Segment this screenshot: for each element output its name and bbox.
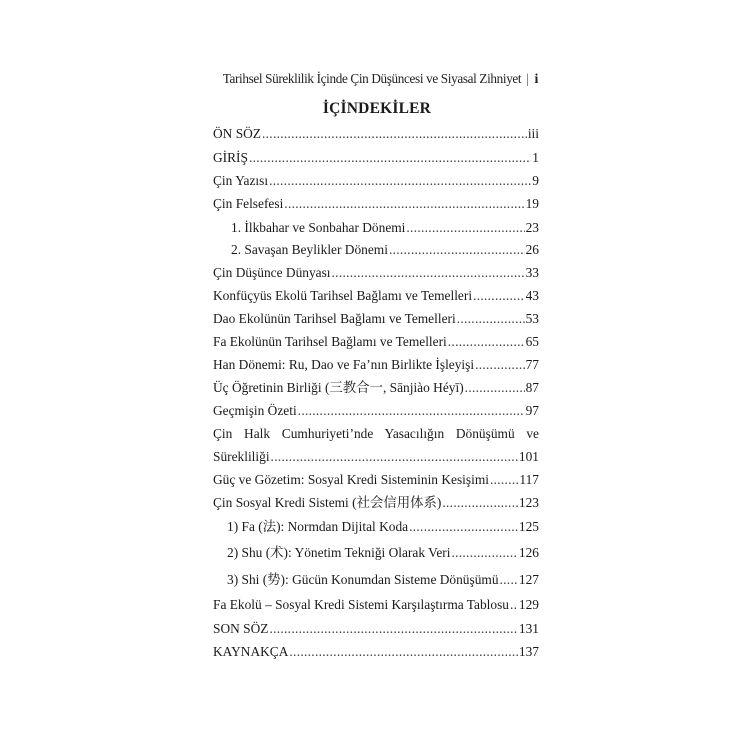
toc-entry-page: 33 [525,265,539,280]
running-header [223,71,538,88]
toc-entry[interactable] [213,194,539,214]
toc-entry[interactable] [213,286,539,306]
toc-entry-page: 26 [525,242,539,257]
toc-entry-page: 127 [518,572,539,587]
toc-subentry[interactable] [227,570,539,590]
toc-entry-page: 123 [518,495,539,510]
dot-leader [409,517,518,537]
toc-entry-page: 77 [525,357,539,372]
toc-entry-page: 1 [532,150,539,165]
dot-leader [284,194,524,214]
toc-entry-label: Güç ve Gözetim: Sosyal Kredi Sisteminin Kesişimi [213,472,489,487]
toc-entry-label: Han Dönemi: Ru, Dao ve Fa’nın Birlikte İşleyişi [213,357,475,372]
toc-entry-page: 53 [525,311,539,326]
toc-entry[interactable] [213,332,539,352]
header-separator: | [526,71,529,86]
dot-leader [289,642,518,662]
toc-entry-page: 137 [518,644,539,659]
dot-leader [457,309,525,329]
toc-entry-label: 1. İlkbahar ve Sonbahar Dönemi [231,220,406,235]
toc-entry-label: GİRİŞ [213,150,248,165]
toc-entry[interactable] [213,401,539,421]
dot-leader [271,447,518,467]
dot-leader [406,218,524,238]
toc-subentry[interactable] [227,517,539,537]
dot-leader [490,470,518,490]
toc-subentry[interactable] [231,240,539,260]
toc-entry-label: Çin Felsefesi [213,196,284,211]
toc-entry-continuation[interactable] [213,447,539,467]
dot-leader [465,378,525,398]
toc-entry[interactable] [213,595,539,615]
toc-entry-label: ÖN SÖZ [213,126,261,141]
toc-entry-label: Sürekliliği [213,449,270,464]
toc-entry-page: 131 [518,621,539,636]
toc-entry-page: iii [527,126,539,141]
dot-leader [389,240,525,260]
toc-entry[interactable] [213,424,539,444]
toc-entry-page: 87 [525,380,539,395]
toc-entry-page: 23 [525,220,539,235]
toc-entry-label: Çin Düşünce Dünyası [213,265,331,280]
toc-entry-page: 19 [525,196,539,211]
dot-leader [451,543,517,563]
toc-entry[interactable] [213,309,539,329]
dot-leader [298,401,525,421]
dot-leader [442,493,518,513]
dot-leader [269,619,517,639]
dot-leader [500,570,518,590]
toc-entry[interactable] [213,642,539,662]
dot-leader [332,263,525,283]
toc-entry-label: Dao Ekolünün Tarihsel Bağlamı ve Temelleri [213,311,456,326]
toc-entry-page: 97 [525,403,539,418]
toc-entry-label: Geçmişin Özeti [213,403,297,418]
dot-leader [473,286,525,306]
toc-entry-page: 117 [519,472,539,487]
toc-entry-page: 9 [532,173,539,188]
dot-leader [448,332,525,352]
page-number: i [534,72,538,87]
toc-entry-label: 3) Shi (势): Gücün Konumdan Sisteme Dönüşümü [227,572,499,587]
dot-leader [262,124,527,144]
toc-subentry[interactable] [227,543,539,563]
toc-entry-label: Fa Ekolünün Tarihsel Bağlamı ve Temelleri [213,334,447,349]
toc-entry[interactable] [213,148,539,168]
toc-entry-page: 129 [518,597,539,612]
toc-title: İÇİNDEKİLER [322,100,432,117]
toc-entry-label: 2. Savaşan Beylikler Dönemi [231,242,388,257]
toc-entry[interactable] [213,493,539,513]
toc-entry[interactable] [213,263,539,283]
dot-leader [510,595,518,615]
toc-entry[interactable] [213,470,539,490]
toc-entry[interactable] [213,355,539,375]
toc-entry-label: Çin Halk Cumhuriyeti’nde Yasacılığın Dönüşümü ve [213,426,539,441]
toc-entry-page: 65 [525,334,539,349]
toc-entry-label: SON SÖZ [213,621,269,636]
toc-entry[interactable] [213,124,539,144]
toc-entry-label: Üç Öğretinin Birliği (三教合一, Sānjiào Héyī) [213,380,464,395]
dot-leader [475,355,525,375]
toc-entry-label: 1) Fa (法): Normdan Dijital Koda [227,519,409,534]
toc-entry[interactable] [213,378,539,398]
toc-entry-page: 125 [518,519,539,534]
toc-entry-page: 43 [525,288,539,303]
toc-entry-label: KAYNAKÇA [213,644,289,659]
toc-entry-label: Çin Sosyal Kredi Sistemi (社会信用体系) [213,495,442,510]
toc-entry[interactable] [213,619,539,639]
toc-entry-page: 101 [518,449,539,464]
dot-leader [249,148,531,168]
toc-entry-page: 126 [518,545,539,560]
dot-leader [269,171,531,191]
toc-entry-label: Fa Ekolü – Sosyal Kredi Sistemi Karşılaştırma Tablosu [213,597,509,612]
toc-entry-label: Çin Yazısı [213,173,269,188]
toc-entry[interactable] [213,171,539,191]
toc-entry-label: Konfüçyüs Ekolü Tarihsel Bağlamı ve Temelleri [213,288,473,303]
toc-subentry[interactable] [231,218,539,238]
toc-entry-label: 2) Shu (术): Yönetim Tekniği Olarak Veri [227,545,451,560]
running-title: Tarihsel Süreklilik İçinde Çin Düşüncesi ve Siyasal Zihniyet [222,71,522,86]
